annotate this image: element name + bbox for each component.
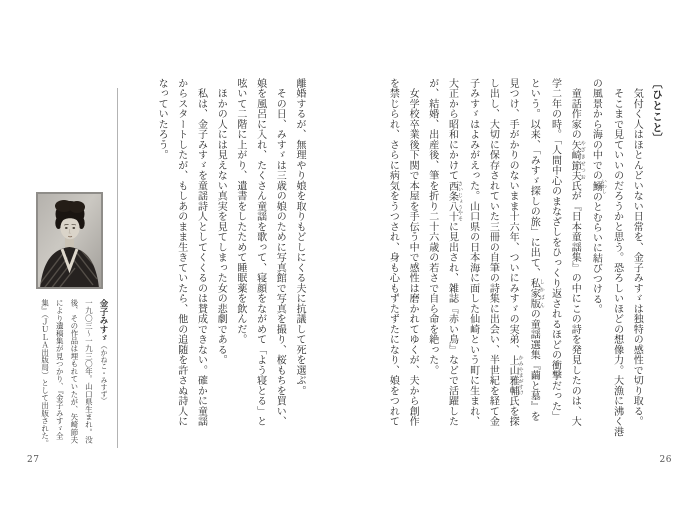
text-column: 気付く人はほとんどいない日常を、金子みすゞは独特の感性で切り取る。 [631, 78, 643, 427]
caption-name: 金子みすゞ [98, 299, 108, 342]
text-column: 女学校卒業後下関で本屋を手伝う中で感性は磨かれてゆくが、夫から創作 [407, 78, 419, 427]
text-column: 童話作家の矢崎節夫 やざきせつお氏が『日本童謡集』の中にこの詩を発見したのは、大 [569, 78, 586, 427]
text-column: し出し、大切に保存されていた三冊の自筆の詩集に出会い、半世紀を経て金 [487, 78, 499, 427]
text-column: ほかの人には見えない真実を見てしまった女の悲劇である。 [215, 78, 227, 365]
text-column: 私は、金子みすゞを童謡詩人としてくくるのは賛成できない。確かに童謡 [195, 78, 207, 427]
caption-name-reading: （かねこ・みすず） [99, 342, 107, 405]
text-column: の風景から海の中での鰯 いわしのとむらいに結びつける。 [590, 78, 607, 315]
text-column: という。以来、「みすゞ探しの旅」に出て、私家版 しかばんの童謡選集『繭と墓』を [528, 78, 545, 422]
text-column: そこまで見ていいのだろうかと思う。恐ろしいほどの想像力。大漁に沸く港 [611, 78, 623, 437]
photo-caption [37, 299, 110, 448]
text-column: 後、その作品は埋もれていたが、矢崎節夫 [69, 299, 79, 444]
text-column: 娘を風呂に入れ、たくさん童謡を歌って、寝顔をながめて「よう寝とる」と [254, 78, 266, 427]
page-number-left: 27 [27, 455, 40, 465]
text-column: 一九〇三〜一九三〇年。山口県生まれ。没 [84, 299, 94, 444]
text-column: からスタートしたが、もしあのまま生きていたら、他の追随を許さぬ詩人に [175, 78, 187, 427]
text-column: 学二年の時。「人間中心のまなざしをひっくり返されるほどの衝撃だった」 [549, 78, 561, 422]
section-heading: 〔ひとこと〕 [651, 78, 663, 144]
text-column: 離婚するが、無理やり娘を取りもどしにくる夫に抗議して死を選ぶ。 [294, 78, 305, 396]
text-column: 大正から昭和にかけて西条八十 さいじょうやそに見出され、雑誌『赤い鳥』などで活躍した [446, 78, 463, 427]
text-column: なっていたろう。 [156, 78, 168, 160]
text-column: により遺稿集が見つかり、『金子みすゞ全 [55, 299, 65, 440]
left-page-text [151, 78, 309, 430]
text-column: 呟いて二階に上がり、遺書をしたためて睡眠薬を飲んだ。 [234, 78, 246, 345]
text-column: を禁じられ、さらに病気をうつされ、身も心もずたずたになり、娘をつれて [387, 78, 399, 427]
caption-name-line [95, 299, 110, 439]
text-column: 子みすゞはよみがえった。山口県の日本海に面した仙崎という町に生まれ、 [467, 78, 479, 427]
text-column: 集』（ＪＵＬＡ出版局）として出版された。 [40, 299, 50, 448]
text-column: その日、みすゞは三歳の娘のために写真館で写真を撮り、桜もちを買い、 [274, 78, 286, 427]
portrait-photo [37, 193, 102, 288]
column-divider-rule [117, 88, 118, 448]
portrait-photo-image [37, 193, 102, 288]
text-column: が、結婚、出産後、筆を折り二十六歳の若さで自ら命を絶った。 [426, 78, 438, 376]
right-page-text [383, 78, 666, 437]
page-number-right: 26 [659, 455, 672, 465]
text-column: 見つけ、手がかりのないまま十六年、ついにみすゞの実弟、上山雅輔 かみやまがすけ氏を探 [507, 78, 524, 427]
